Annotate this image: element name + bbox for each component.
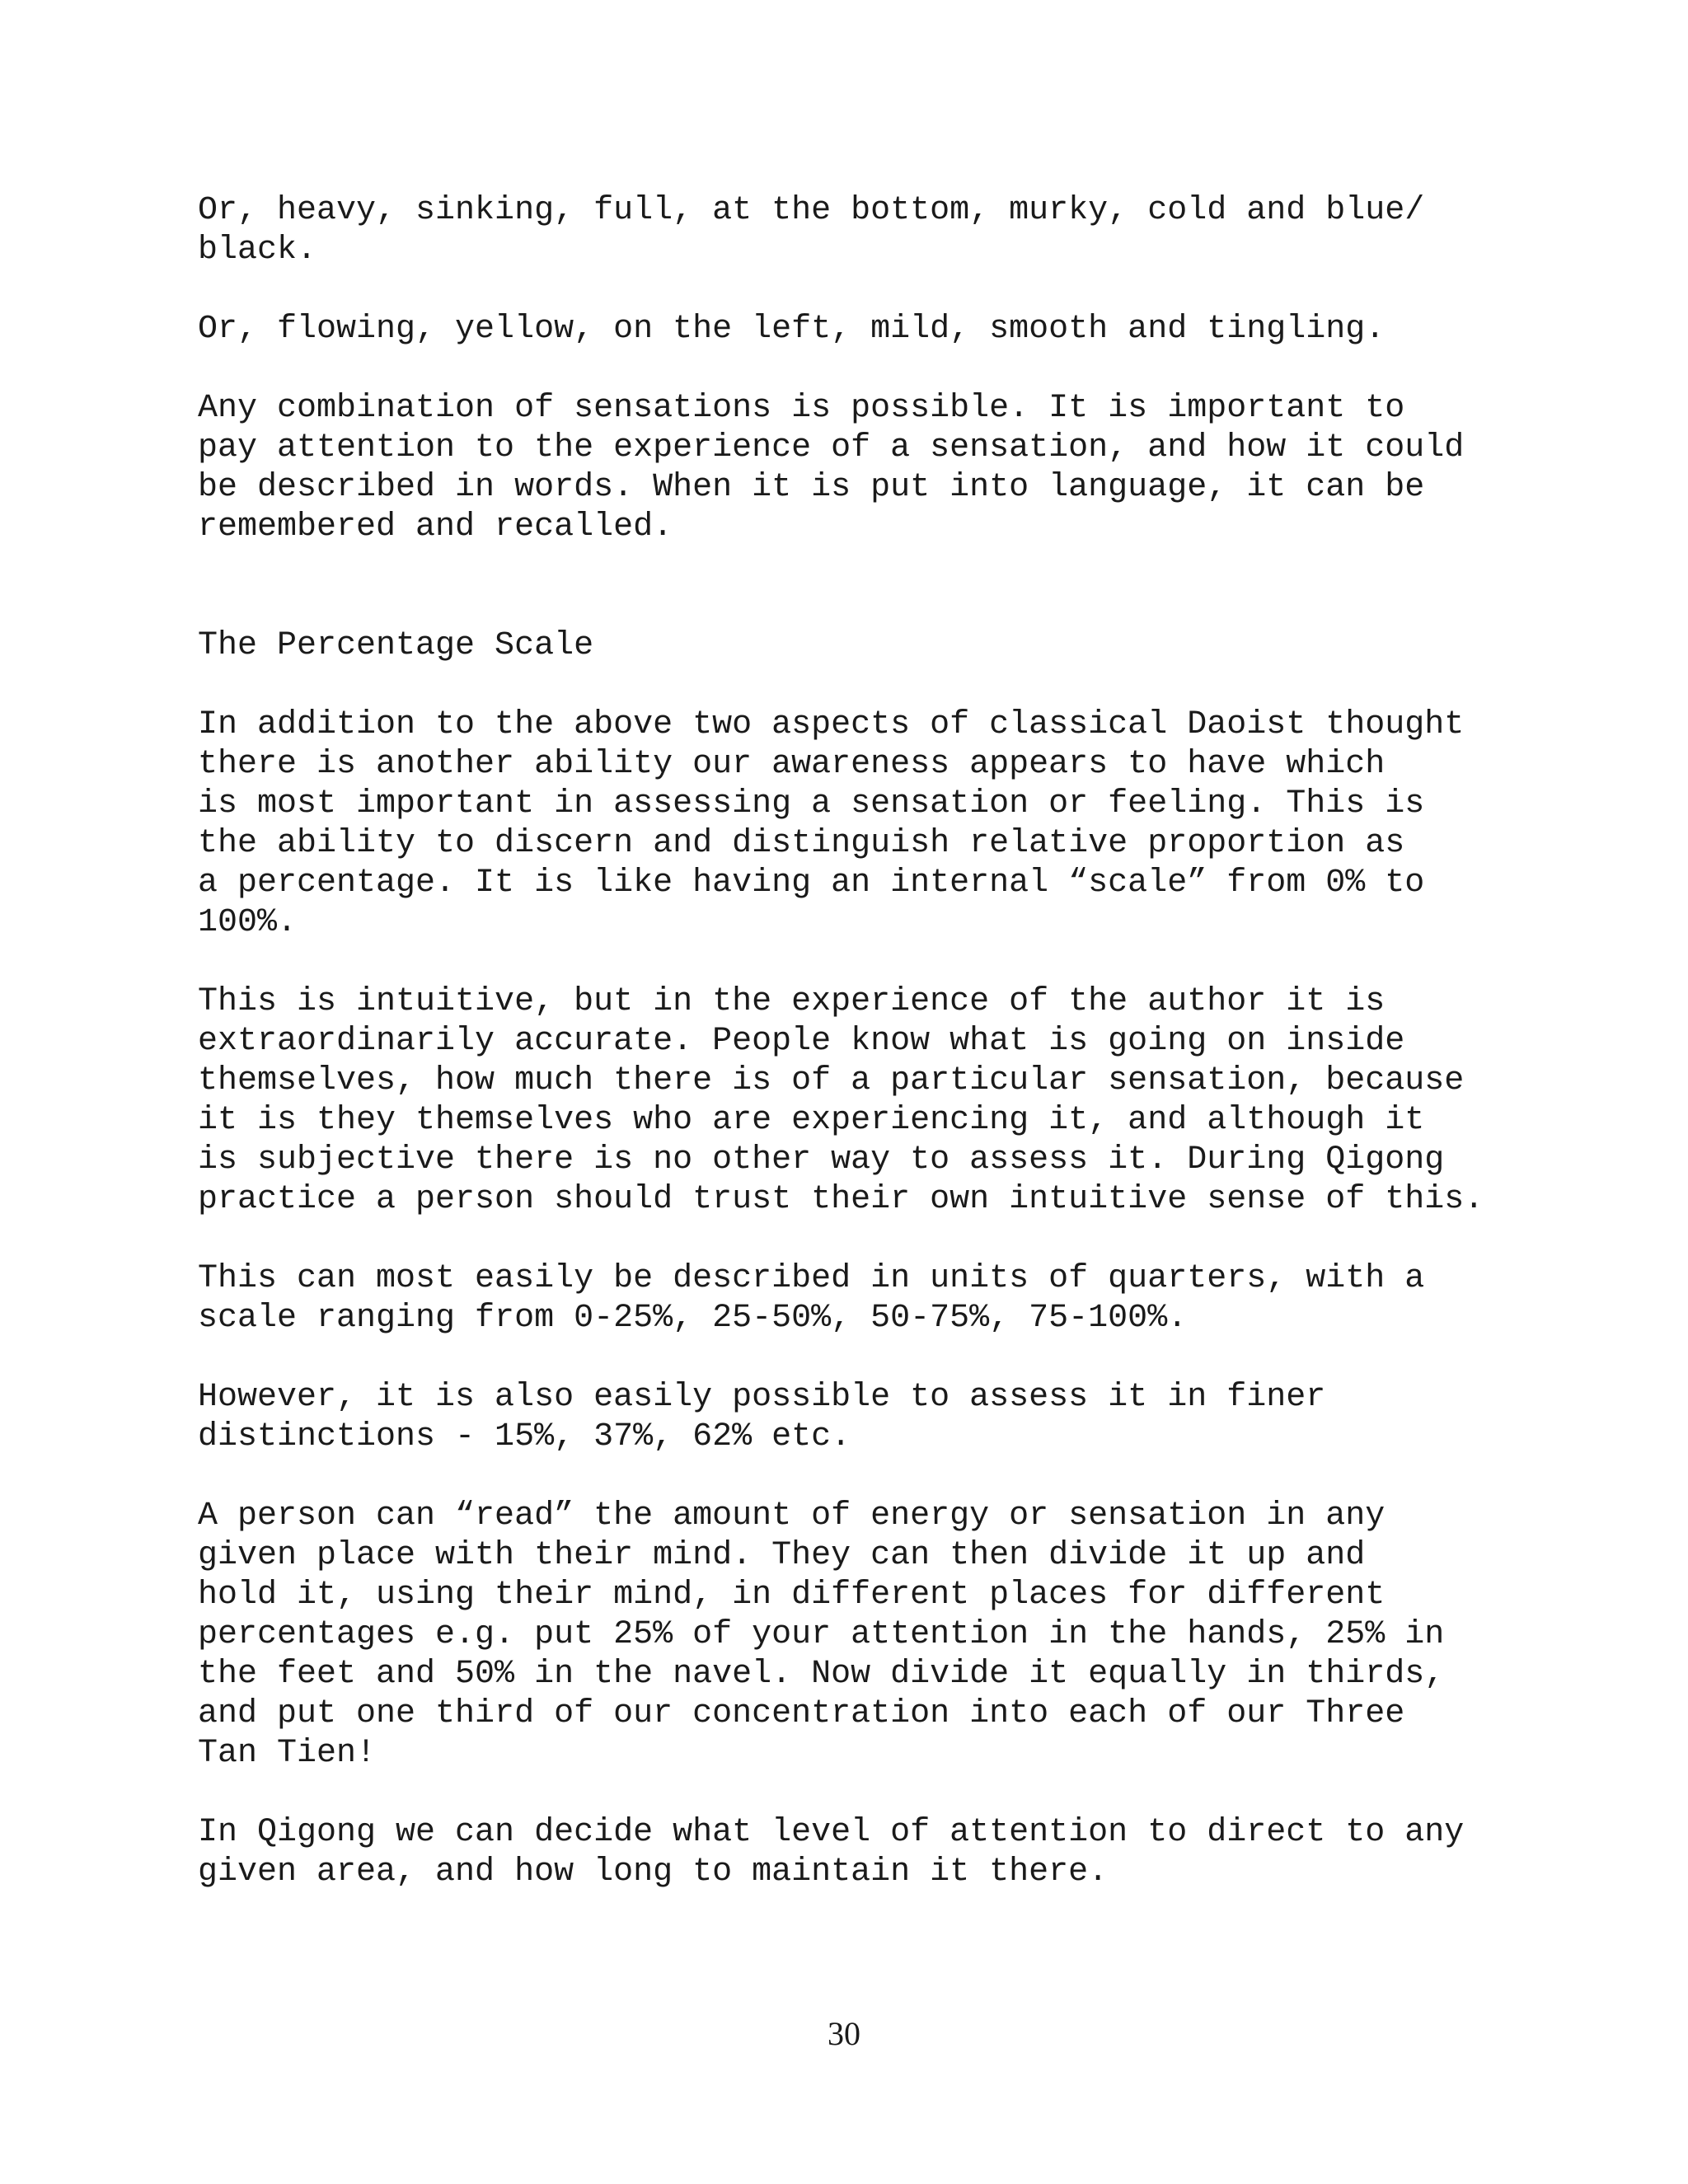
paragraph-addition bbox=[198, 705, 1517, 943]
text-line: This can most easily be described in units of quarters, with a bbox=[198, 1260, 1425, 1297]
text-line: black. bbox=[198, 232, 317, 269]
text-line: extraordinarily accurate. People know what is going on inside bbox=[198, 1023, 1405, 1060]
paragraph-read bbox=[198, 1497, 1517, 1774]
paragraph-qigong bbox=[198, 1813, 1517, 1892]
section-heading bbox=[198, 626, 1517, 666]
text-line: a percentage. It is like having an internal “scale” from 0% to bbox=[198, 865, 1425, 902]
paragraph-combination bbox=[198, 389, 1517, 547]
text-line: However, it is also easily possible to assess it in finer bbox=[198, 1379, 1326, 1416]
heading-text: The Percentage Scale bbox=[198, 627, 594, 664]
body-text bbox=[198, 191, 1517, 1932]
text-line: In Qigong we can decide what level of attention to direct to any bbox=[198, 1814, 1465, 1851]
text-line: and put one third of our concentration into each of our Three bbox=[198, 1695, 1405, 1732]
text-line: it is they themselves who are experiencing it, and although it bbox=[198, 1102, 1425, 1139]
text-line: the feet and 50% in the navel. Now divide it equally in thirds, bbox=[198, 1656, 1445, 1693]
text-line: A person can “read” the amount of energy or sensation in any bbox=[198, 1497, 1386, 1535]
text-line: Tan Tien! bbox=[198, 1735, 377, 1772]
text-line: scale ranging from 0-25%, 25-50%, 50-75%, 75-100%. bbox=[198, 1300, 1188, 1337]
text-line: the ability to discern and distinguish relative proportion as bbox=[198, 825, 1405, 862]
paragraph-flowing bbox=[198, 310, 1517, 349]
paragraph-intuitive bbox=[198, 982, 1517, 1220]
text-line: percentages e.g. put 25% of your attention in the hands, 25% in bbox=[198, 1616, 1445, 1653]
text-line: pay attention to the experience of a sensation, and how it could bbox=[198, 429, 1465, 466]
text-line: given place with their mind. They can then divide it up and bbox=[198, 1537, 1366, 1574]
paragraph-quarters bbox=[198, 1259, 1517, 1338]
text-line: is most important in assessing a sensation or feeling. This is bbox=[198, 785, 1425, 823]
text-line: 100%. bbox=[198, 904, 298, 941]
text-line: distinctions - 15%, 37%, 62% etc. bbox=[198, 1418, 851, 1455]
text-line: In addition to the above two aspects of classical Daoist thought bbox=[198, 706, 1465, 743]
text-line: there is another ability our awareness appears to have which bbox=[198, 746, 1386, 783]
text-line: practice a person should trust their own intuitive sense of this. bbox=[198, 1181, 1484, 1218]
text-line: given area, and how long to maintain it there. bbox=[198, 1854, 1109, 1891]
page-number: 30 bbox=[828, 2015, 860, 2052]
text-line: Or, heavy, sinking, full, at the bottom, murky, cold and blue/ bbox=[198, 192, 1425, 229]
text-line: remembered and recalled. bbox=[198, 509, 673, 546]
paragraph-heavy bbox=[198, 191, 1517, 270]
text-line: This is intuitive, but in the experience of the author it is bbox=[198, 983, 1386, 1020]
text-line: be described in words. When it is put into language, it can be bbox=[198, 469, 1425, 506]
text-line: hold it, using their mind, in different places for different bbox=[198, 1577, 1386, 1614]
text-line: themselves, how much there is of a particular sensation, because bbox=[198, 1062, 1465, 1099]
paragraph-finer bbox=[198, 1378, 1517, 1457]
section-spacer bbox=[198, 587, 1517, 626]
text-line: Or, flowing, yellow, on the left, mild, smooth and tingling. bbox=[198, 311, 1386, 348]
text-line: is subjective there is no other way to assess it. During Qigong bbox=[198, 1141, 1445, 1179]
text-line: Any combination of sensations is possible. It is important to bbox=[198, 390, 1405, 427]
